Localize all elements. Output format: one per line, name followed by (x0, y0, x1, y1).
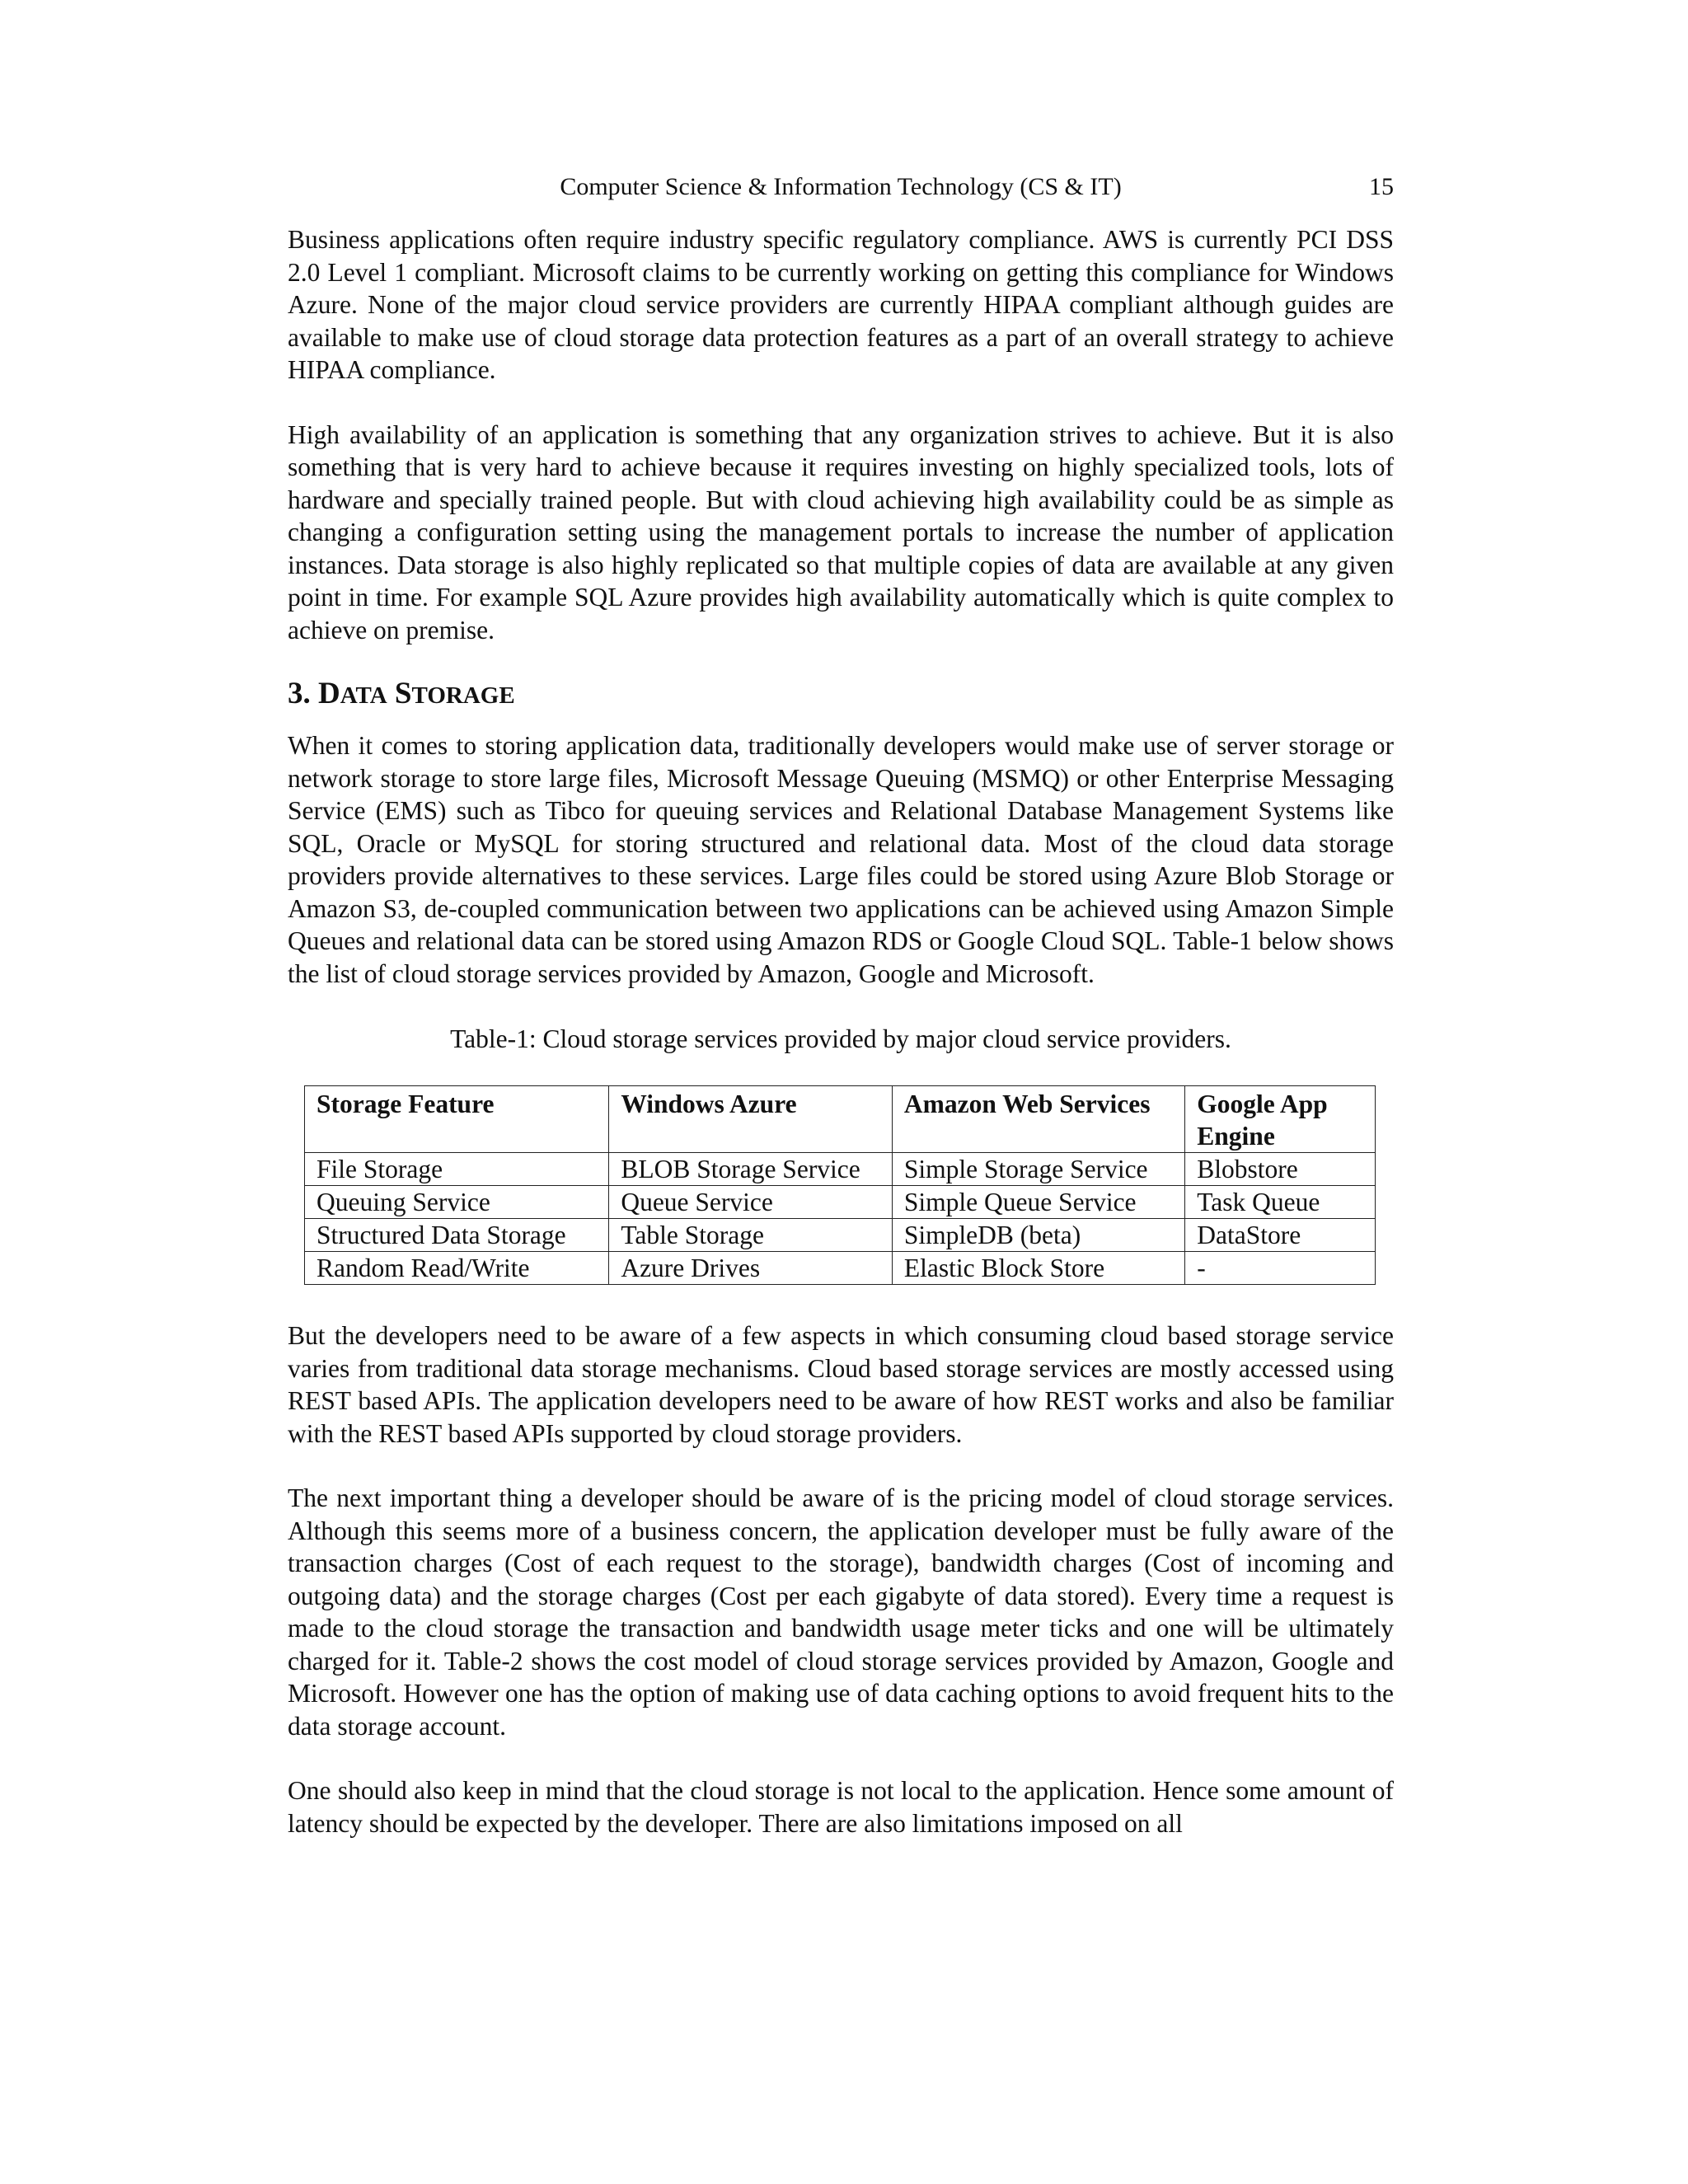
header-windows-azure: Windows Azure (609, 1086, 893, 1153)
table-header-row (305, 1086, 1376, 1153)
paragraph-rest-apis: But the developers need to be aware of a few aspects in which consuming cloud based storage service varies from traditional data storage mechanisms. Cloud based storage services are mostly accessed using REST based APIs. The application developers need to be aware of how REST works and also be familiar with the REST based APIs supported by cloud storage providers. (288, 1321, 1394, 1448)
table-row (305, 1219, 1376, 1252)
cloud-storage-table (304, 1085, 1376, 1285)
table-cell: Queue Service (609, 1186, 893, 1219)
section-title-rest-torage: TORAGE (411, 682, 515, 709)
table-row (305, 1252, 1376, 1285)
paragraph-pricing-model: The next important thing a developer should be aware of is the pricing model of cloud storage services. Although this seems more of a business concern, the application developer must be fully aware of the transaction charges (Cost of each request to the storage), bandwidth charges (Cost of incoming and outgoing data) and the storage charges (Cost per each gigabyte of data stored). Every time a request is made to the cloud storage the transaction and bandwidth usage meter ticks and one will be ultimately charged for it. Table-2 shows the cost model of cloud storage services provided by Amazon, Google and Microsoft. However one has the option of making use of data caching options to avoid frequent hits to the data storage account. (288, 1483, 1394, 1741)
header-google-app-engine: Google App Engine (1185, 1086, 1376, 1153)
table-cell: Task Queue (1185, 1186, 1376, 1219)
table-cell: SimpleDB (beta) (892, 1219, 1184, 1252)
table-cell: Queuing Service (305, 1186, 609, 1219)
table-row (305, 1153, 1376, 1186)
section-title-cap-s: S (394, 677, 412, 710)
table-cell: BLOB Storage Service (609, 1153, 893, 1186)
header-amazon-web-services: Amazon Web Services (892, 1086, 1184, 1153)
journal-title: Computer Science & Information Technology (CS & IT) (560, 173, 1122, 200)
paragraph-compliance: Business applications often require industry specific regulatory compliance. AWS is currently PCI DSS 2.0 Level 1 compliant. Microsoft claims to be currently working on getting this compliance for Windows Azure. None of the major cloud service providers are currently HIPAA compliant although guides are available to make use of cloud storage data protection features as a part of an overall strategy to achieve HIPAA compliance. (288, 225, 1394, 384)
table-row (305, 1186, 1376, 1219)
paragraph-data-storage-intro: When it comes to storing application data, traditionally developers would make use of server storage or network storage to store large files, Microsoft Message Queuing (MSMQ) or other Enterprise Messaging Service (EMS) such as Tibco for queuing services and Relational Database Management Systems like SQL, Oracle or MySQL for storing structured and relational data. Most of the cloud data storage providers provide alternatives to these services. Large files could be stored using Azure Blob Storage or Amazon S3, de-coupled communication between two applications can be achieved using Amazon Simple Queues and relational data can be stored using Amazon RDS or Google Cloud SQL. Table-1 below shows the list of cloud storage services provided by Amazon, Google and Microsoft. (288, 731, 1394, 988)
table-cell: Azure Drives (609, 1252, 893, 1285)
table-cell: File Storage (305, 1153, 609, 1186)
table-cell: Elastic Block Store (892, 1252, 1184, 1285)
header-storage-feature: Storage Feature (305, 1086, 609, 1153)
page-number: 15 (1369, 173, 1394, 200)
table-cell: DataStore (1185, 1219, 1376, 1252)
section-heading-data-storage (288, 676, 1394, 714)
section-number: 3. (288, 677, 311, 710)
running-header (288, 169, 1394, 205)
table-cell: Blobstore (1185, 1153, 1376, 1186)
paragraph-latency: One should also keep in mind that the cloud storage is not local to the application. Hence some amount of latency should be expected by the developer. There are also limitations imposed on all (288, 1776, 1394, 1838)
table-cell: Random Read/Write (305, 1252, 609, 1285)
paragraph-high-availability: High availability of an application is something that any organization strives to achieve. But it is also something that is very hard to achieve because it requires investing on highly specialized tools, lots of hardware and specially trained people. But with cloud achieving high availability could be as simple as changing a configuration setting using the management portals to increase the number of application instances. Data storage is also highly replicated so that multiple copies of data are available at any given point in time. For example SQL Azure provides high availability automatically which is quite complex to achieve on premise. (288, 419, 1394, 644)
table-cell: - (1185, 1252, 1376, 1285)
table-cell: Structured Data Storage (305, 1219, 609, 1252)
table-cell: Table Storage (609, 1219, 893, 1252)
table-caption: Table-1: Cloud storage services provided by major cloud service providers. (450, 1024, 1231, 1053)
table-cell: Simple Queue Service (892, 1186, 1184, 1219)
section-title-rest-ata: ATA (340, 682, 387, 709)
table-cell: Simple Storage Service (892, 1153, 1184, 1186)
document-page (288, 169, 1394, 1840)
section-title-cap-d: D (318, 677, 340, 710)
